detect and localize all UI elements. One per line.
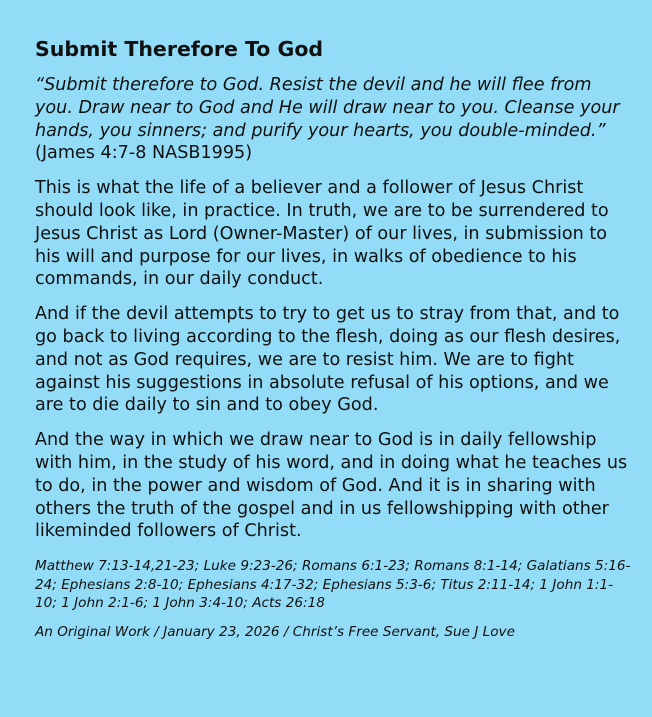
paragraph-1: This is what the life of a believer and a follower of Jesus Christ should look like, in practice. In truth, we are to be surrendered to Jesus Christ as Lord (Owner-Master) of our lives, in submission to his will and purpose for our lives, in walks of obedience to his commands, in our daily conduct. (35, 178, 609, 290)
author-signature: An Original Work / January 23, 2026 / Christ’s Free Servant, Sue J Love (35, 623, 515, 640)
verse-quote: “Submit therefore to God. Resist the devil and he will flee from you. Draw near to God and He will draw near to you. Cleanse your hands, you sinners; and purify your hearts, you double-minded.” (35, 75, 620, 141)
scripture-references: Matthew 7:13-14,21-23; Luke 9:23-26; Romans 6:1-23; Romans 8:1-14; Galatians 5:16-24; Ephesians 2:8-10; Ephesians 4:17-32; Ephesians 5:3-6; Titus 2:11-14; 1 John 1:1-10; 1 John 2:1-6; 1 John 3:4-10; Acts 26:18 (35, 558, 631, 612)
verse-citation: (James 4:7-8 NASB1995) (35, 143, 253, 164)
paragraph-2: And if the devil attempts to try to get us to stray from that, and to go back to living according to the flesh, doing as our flesh desires, and not as God requires, we are to resist him. We are to fight against his suggestions in absolute refusal of his options, and we are to die daily to sin and to obey God. (35, 304, 621, 416)
scripture-verse (35, 74, 632, 165)
paragraph-3: And the way in which we draw near to God is in daily fellowship with him, in the study of his word, and in doing what he teaches us to do, in the power and wisdom of God. And it is in sharing with others the truth of the gospel and in us fellowshipping with other likeminded followers of Christ. (35, 430, 628, 542)
page-title: Submit Therefore To God (35, 37, 324, 61)
